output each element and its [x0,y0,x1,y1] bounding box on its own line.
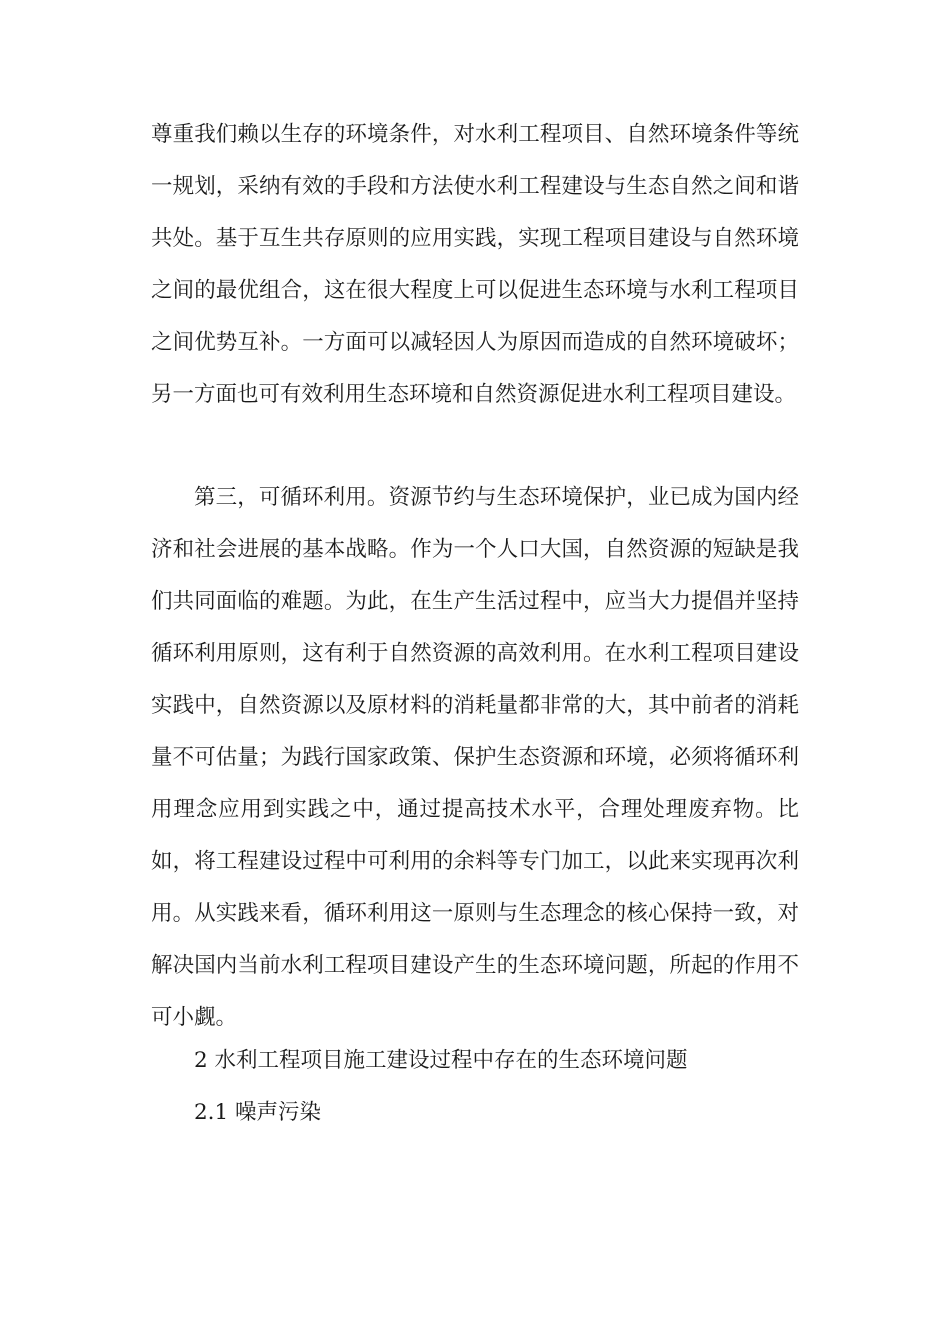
body-paragraph-recycling: 第三，可循环利用。资源节约与生态环境保护，业已成为国内经济和社会进展的基本战略。作为一个人口大国，自然资源的短缺是我们共同面临的难题。为此，在生产生活过程中，应当大力提倡并坚持循环利用原则，这有利于自然资源的高效利用。在水利工程项目建设实践中，自然资源以及原材料的消耗量都非常的大，其中前者的消耗量不可估量；为践行国家政策、保护生态资源和环境，必须将循环利用理念应用到实践之中，通过提高技术水平，合理处理废弃物。比如，将工程建设过程中可利用的余料等专门加工，以此来实现再次利用。从实践来看，循环利用这一原则与生态理念的核心保持一致，对解决国内当前水利工程项目建设产生的生态环境问题，所起的作用不可小觑。 [151,485,799,1030]
section-heading: 2 水利工程项目施工建设过程中存在的生态环境问题 [194,1048,688,1073]
subsection-heading: 2.1 噪声污染 [194,1100,322,1125]
body-paragraph-continuation: 尊重我们赖以生存的环境条件，对水利工程项目、自然环境条件等统一规划，采纳有效的手段和方法使水利工程建设与生态自然之间和谐共处。基于互生共存原则的应用实践，实现工程项目建设与自然环境之间的最优组合，这在很大程度上可以促进生态环境与水利工程项目之间优势互补。一方面可以减轻因人为原因而造成的自然环境破坏；另一方面也可有效利用生态环境和自然资源促进水利工程项目建设。 [151,122,799,407]
